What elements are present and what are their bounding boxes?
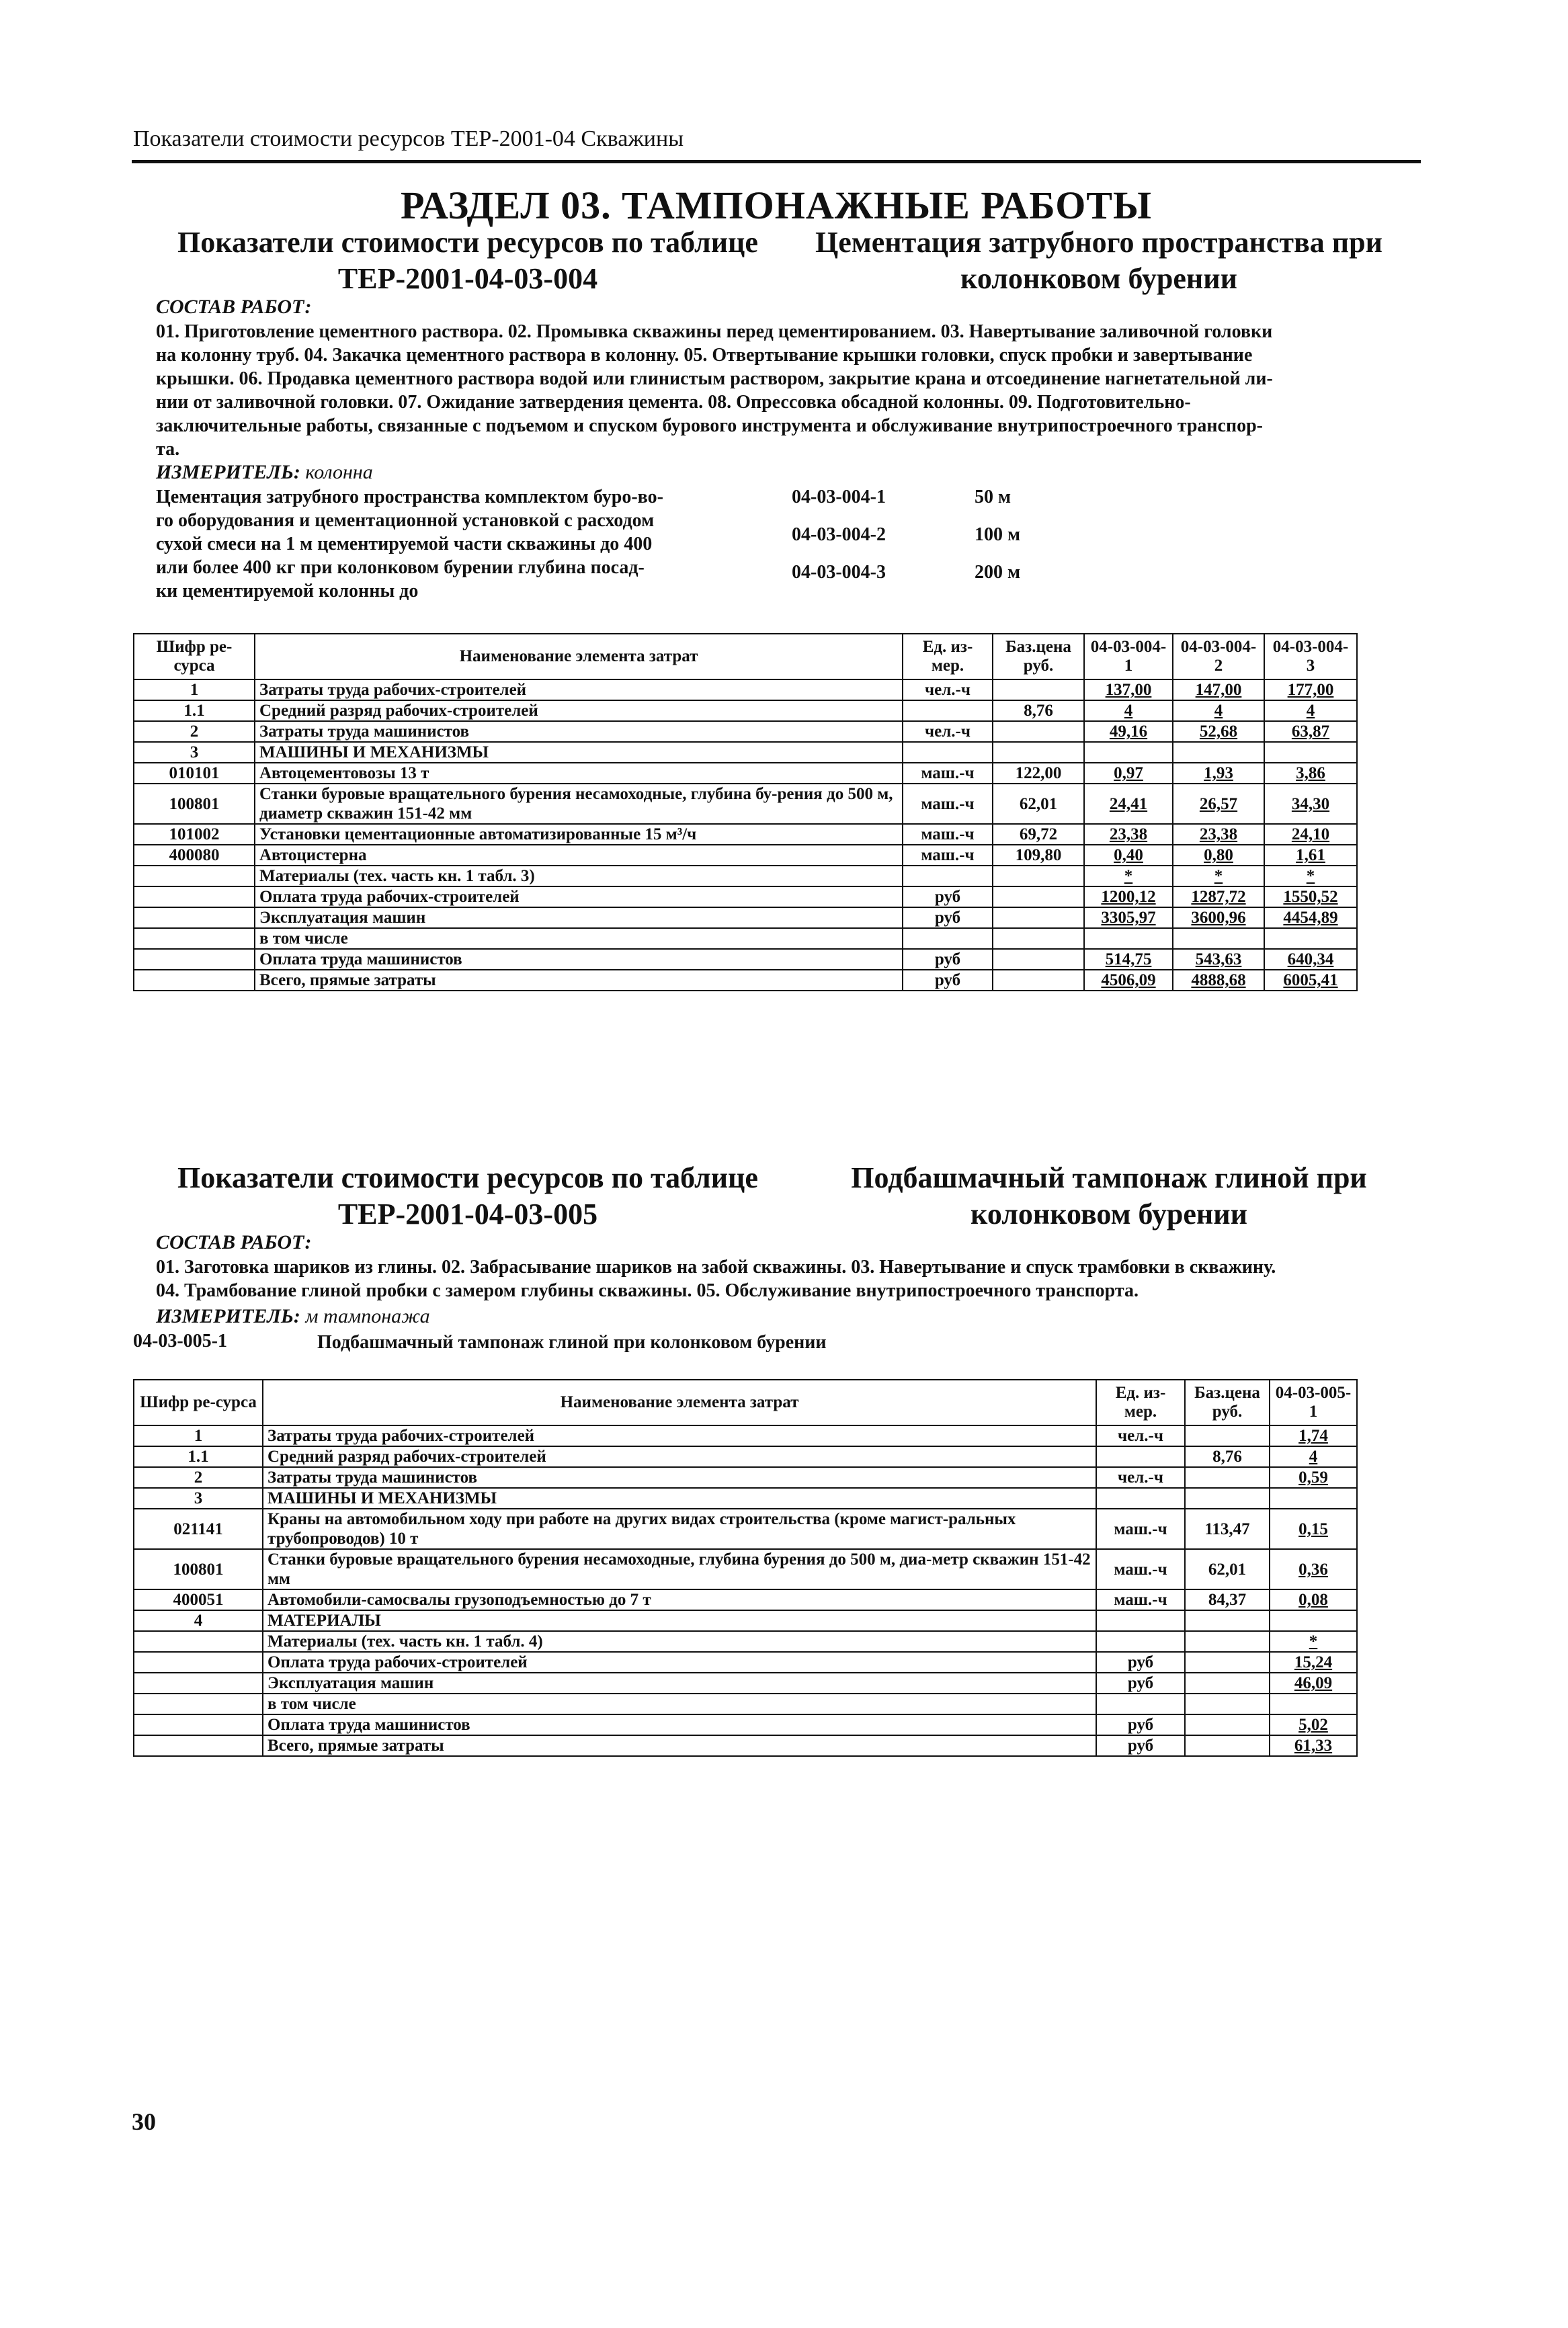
cell-value-1: 0,15: [1270, 1509, 1357, 1549]
section-title: РАЗДЕЛ 03. ТАМПОНАЖНЫЕ РАБОТЫ: [401, 183, 1152, 227]
cell-name: Оплата труда машинистов: [255, 949, 903, 970]
cell-price: [1185, 1488, 1270, 1509]
cell-value-1: 1200,12: [1084, 886, 1173, 907]
table-row: [134, 700, 1357, 721]
cell-code: 1: [134, 1425, 263, 1446]
cell-name: Всего, прямые затраты: [263, 1735, 1096, 1756]
cell-unit: чел.-ч: [1096, 1425, 1185, 1446]
meter-code: 04-03-004-2: [792, 524, 886, 545]
cell-name: МАШИНЫ И МЕХАНИЗМЫ: [263, 1488, 1096, 1509]
cell-name: в том числе: [263, 1694, 1096, 1714]
cell-value-1: [1270, 1610, 1357, 1631]
cell-unit: [903, 928, 993, 949]
cell-value-2: 0,80: [1173, 845, 1264, 866]
cell-price: [993, 742, 1084, 763]
cell-unit: [903, 742, 993, 763]
table2-title-right-line1: Подбашмачный тампонаж глиной при: [851, 1161, 1367, 1194]
cell-unit: [1096, 1694, 1185, 1714]
header-col1: 04-03-004-1: [1084, 634, 1173, 679]
cell-unit: [1096, 1488, 1185, 1509]
meter-desc-line: сухой смеси на 1 м цементируемой части скважины до 400: [156, 534, 653, 554]
table-row: [134, 1425, 1357, 1446]
cell-price: [993, 928, 1084, 949]
cell-value-3: *: [1264, 866, 1357, 886]
cell-name: Материалы (тех. часть кн. 1 табл. 4): [263, 1631, 1096, 1652]
table1-title-right-line2: колонковом бурении: [960, 262, 1237, 295]
meter-value: 200 м: [975, 562, 1021, 583]
cell-unit: [903, 700, 993, 721]
cell-name: Установки цементационные автоматизированные 15 м³/ч: [255, 824, 903, 845]
table1-body: [134, 679, 1357, 991]
cell-code: [134, 866, 255, 886]
cell-price: [1185, 1673, 1270, 1694]
cell-code: 010101: [134, 763, 255, 784]
cell-name: Затраты труда машинистов: [255, 721, 903, 742]
cell-value-1: [1084, 928, 1173, 949]
cell-value-1: 4: [1084, 700, 1173, 721]
cell-code: 400051: [134, 1589, 263, 1610]
table-row: [134, 1589, 1357, 1610]
table1-work-text: [156, 320, 1419, 461]
cell-value-1: 49,16: [1084, 721, 1173, 742]
cell-code: [134, 1714, 263, 1735]
cell-name: Автоцистерна: [255, 845, 903, 866]
table1-meter-values: [975, 487, 1082, 599]
table2-meter-code: 04-03-005-1: [133, 1331, 227, 1352]
cell-price: [1185, 1425, 1270, 1446]
cell-value-2: 147,00: [1173, 679, 1264, 700]
table1-meter-description: [156, 485, 747, 603]
header-price: Баз.цена руб.: [1185, 1380, 1270, 1425]
cell-unit: чел.-ч: [903, 721, 993, 742]
table-row: [134, 1673, 1357, 1694]
table1-title-right-line1: Цементация затрубного пространства при: [815, 226, 1383, 259]
work-line: 04. Трамбование глиной пробки с замером глубины скважины. 05. Обслуживание внутрипостроечного транспорта.: [156, 1280, 1139, 1301]
cell-value-1: 15,24: [1270, 1652, 1357, 1673]
table1-cost-table: [133, 633, 1358, 991]
cell-value-3: 1,61: [1264, 845, 1357, 866]
header-code: Шифр ре-сурса: [134, 634, 255, 679]
table-row: [134, 742, 1357, 763]
cell-code: [134, 1631, 263, 1652]
cell-code: [134, 949, 255, 970]
cell-value-1: 137,00: [1084, 679, 1173, 700]
table1-title-left-line1: Показатели стоимости ресурсов по таблице: [177, 226, 758, 259]
cell-price: [993, 907, 1084, 928]
cell-code: [134, 1673, 263, 1694]
cell-value-1: 4: [1270, 1446, 1357, 1467]
cell-code: [134, 1735, 263, 1756]
table-row: [134, 866, 1357, 886]
cell-value-2: 4: [1173, 700, 1264, 721]
cell-name: Краны на автомобильном ходу при работе на других видах строительства (кроме магист-ральных трубопроводов) 10 т: [263, 1509, 1096, 1549]
header-unit: Ед. из-мер.: [903, 634, 993, 679]
header-price: Баз.цена руб.: [993, 634, 1084, 679]
table-row: [134, 1467, 1357, 1488]
cell-value-2: 52,68: [1173, 721, 1264, 742]
cell-name: Затраты труда рабочих-строителей: [255, 679, 903, 700]
cell-unit: маш.-ч: [903, 763, 993, 784]
cell-price: 62,01: [1185, 1549, 1270, 1589]
cell-code: 1.1: [134, 700, 255, 721]
cell-unit: [903, 866, 993, 886]
cell-value-2: 1287,72: [1173, 886, 1264, 907]
header-name: Наименование элемента затрат: [255, 634, 903, 679]
cell-unit: руб: [903, 949, 993, 970]
cell-value-1: 3305,97: [1084, 907, 1173, 928]
cell-code: 1.1: [134, 1446, 263, 1467]
table1-title-left: [132, 224, 804, 297]
cell-unit: маш.-ч: [1096, 1549, 1185, 1589]
cell-code: 100801: [134, 1549, 263, 1589]
cell-price: [993, 679, 1084, 700]
cell-unit: маш.-ч: [1096, 1589, 1185, 1610]
cell-name: Оплата труда рабочих-строителей: [255, 886, 903, 907]
cell-code: 2: [134, 1467, 263, 1488]
cell-value-1: [1270, 1488, 1357, 1509]
table-row: [134, 928, 1357, 949]
cell-unit: руб: [1096, 1673, 1185, 1694]
cell-value-1: 23,38: [1084, 824, 1173, 845]
meter-code: 04-03-004-1: [792, 487, 886, 507]
cell-price: [1185, 1694, 1270, 1714]
table2-title-right-line2: колонковом бурении: [971, 1198, 1247, 1231]
table1-meter-caption: [156, 461, 373, 484]
cell-name: Всего, прямые затраты: [255, 970, 903, 991]
cell-value-3: 34,30: [1264, 784, 1357, 824]
cell-unit: руб: [903, 907, 993, 928]
cell-unit: [1096, 1631, 1185, 1652]
cell-price: 84,37: [1185, 1589, 1270, 1610]
cell-value-1: [1084, 742, 1173, 763]
cell-name: Станки буровые вращательного бурения несамоходные, глубина бурения до 500 м, диа-метр скважин 151-42 мм: [263, 1549, 1096, 1589]
cell-price: [1185, 1714, 1270, 1735]
cell-code: 400080: [134, 845, 255, 866]
cell-code: [134, 928, 255, 949]
cell-unit: маш.-ч: [903, 824, 993, 845]
cell-value-1: 0,97: [1084, 763, 1173, 784]
table2-meter-description: Подбашмачный тампонаж глиной при колонковом бурении: [317, 1332, 827, 1353]
cell-value-2: [1173, 928, 1264, 949]
table-row: [134, 721, 1357, 742]
work-line: 01. Заготовка шариков из глины. 02. Забрасывание шариков на забой скважины. 03. Навертывание и спуск трамбовки в скважину.: [156, 1257, 1276, 1278]
cell-value-2: 543,63: [1173, 949, 1264, 970]
table2-work-text: [156, 1255, 1419, 1302]
cell-value-3: 4454,89: [1264, 907, 1357, 928]
cell-price: [1185, 1610, 1270, 1631]
table-row: [134, 1694, 1357, 1714]
header-name: Наименование элемента затрат: [263, 1380, 1096, 1425]
cell-price: 62,01: [993, 784, 1084, 824]
table2-work-label: СОСТАВ РАБОТ:: [156, 1231, 312, 1253]
cell-name: Средний разряд рабочих-строителей: [255, 700, 903, 721]
cell-name: Оплата труда машинистов: [263, 1714, 1096, 1735]
work-line: крышки. 06. Продавка цементного раствора водой или глинистым раствором, закрытие крана и отсоединение нагнетательной ли-: [156, 368, 1273, 389]
table1-work-label: СОСТАВ РАБОТ:: [156, 296, 312, 318]
header-unit: Ед. из-мер.: [1096, 1380, 1185, 1425]
cell-price: 8,76: [993, 700, 1084, 721]
cell-value-2: 23,38: [1173, 824, 1264, 845]
work-line: на колонну труб. 04. Закачка цементного раствора в колонну. 05. Отвертывание крышки головки, спуск пробки и завертывание: [156, 345, 1253, 366]
cell-value-1: 0,36: [1270, 1549, 1357, 1589]
cell-name: Автоцементовозы 13 т: [255, 763, 903, 784]
cell-value-1: 4506,09: [1084, 970, 1173, 991]
running-header: Показатели стоимости ресурсов ТЕР-2001-04 Скважины: [133, 126, 684, 151]
cell-value-1: [1270, 1694, 1357, 1714]
cell-name: Средний разряд рабочих-строителей: [263, 1446, 1096, 1467]
work-line: нии от заливочной головки. 07. Ожидание затвердения цемента. 08. Опрессовка обсадной колонны. 09. Подготовительно-: [156, 392, 1191, 413]
table2-body: [134, 1425, 1357, 1756]
cell-name: Материалы (тех. часть кн. 1 табл. 3): [255, 866, 903, 886]
table2-meter-caption: [156, 1305, 430, 1328]
meter-desc-line: го оборудования и цементационной установкой с расходом: [156, 510, 655, 531]
header-rule: [132, 160, 1421, 163]
cell-value-2: 1,93: [1173, 763, 1264, 784]
meter-desc-line: ки цементируемой колонны до: [156, 581, 419, 601]
cell-value-3: 24,10: [1264, 824, 1357, 845]
cell-value-1: 24,41: [1084, 784, 1173, 824]
cell-price: [1185, 1631, 1270, 1652]
table2-title-right: [786, 1160, 1432, 1233]
cell-code: [134, 907, 255, 928]
cell-unit: чел.-ч: [903, 679, 993, 700]
cell-code: [134, 886, 255, 907]
cell-unit: чел.-ч: [1096, 1467, 1185, 1488]
table-row: [134, 763, 1357, 784]
cell-value-2: *: [1173, 866, 1264, 886]
table2-title-left: [132, 1160, 804, 1233]
cell-value-2: [1173, 742, 1264, 763]
table2-title-left-line1: Показатели стоимости ресурсов по таблице: [177, 1161, 758, 1194]
table1-meter-label: ИЗМЕРИТЕЛЬ:: [156, 461, 300, 483]
cell-price: [1185, 1652, 1270, 1673]
cell-unit: маш.-ч: [1096, 1509, 1185, 1549]
cell-value-1: 514,75: [1084, 949, 1173, 970]
cell-value-1: 0,08: [1270, 1589, 1357, 1610]
cell-name: Оплата труда рабочих-строителей: [263, 1652, 1096, 1673]
header-code: Шифр ре-сурса: [134, 1380, 263, 1425]
cell-name: Затраты труда рабочих-строителей: [263, 1425, 1096, 1446]
table-row: [134, 1509, 1357, 1549]
cell-value-3: 1550,52: [1264, 886, 1357, 907]
cell-name: в том числе: [255, 928, 903, 949]
cell-code: 101002: [134, 824, 255, 845]
cell-unit: руб: [903, 886, 993, 907]
table1-meter-unit: колонна: [305, 461, 373, 483]
cell-value-2: 26,57: [1173, 784, 1264, 824]
cell-unit: руб: [1096, 1735, 1185, 1756]
table1-meter-codes: [792, 487, 953, 599]
cell-name: Автомобили-самосвалы грузоподъемностью до 7 т: [263, 1589, 1096, 1610]
cell-value-2: 4888,68: [1173, 970, 1264, 991]
cell-price: 109,80: [993, 845, 1084, 866]
cell-name: Затраты труда машинистов: [263, 1467, 1096, 1488]
header-col2: 04-03-004-2: [1173, 634, 1264, 679]
table2-meter-unit: м тампонажа: [305, 1305, 430, 1327]
table2-title-left-line2: ТЕР-2001-04-03-005: [337, 1198, 598, 1231]
cell-value-3: 6005,41: [1264, 970, 1357, 991]
cell-price: [993, 949, 1084, 970]
cell-unit: маш.-ч: [903, 845, 993, 866]
table-row: [134, 907, 1357, 928]
cell-value-3: 177,00: [1264, 679, 1357, 700]
work-line: 01. Приготовление цементного раствора. 02. Промывка скважины перед цементированием. 03. Навертывание заливочной головки: [156, 321, 1273, 342]
table-row: [134, 845, 1357, 866]
cell-code: [134, 1652, 263, 1673]
table-row: [134, 1549, 1357, 1589]
cell-price: 122,00: [993, 763, 1084, 784]
cell-price: [993, 721, 1084, 742]
cell-code: 4: [134, 1610, 263, 1631]
cell-code: 3: [134, 1488, 263, 1509]
cell-value-1: 1,74: [1270, 1425, 1357, 1446]
table-row: [134, 886, 1357, 907]
cell-price: [1185, 1735, 1270, 1756]
cell-price: 8,76: [1185, 1446, 1270, 1467]
table-row: [134, 949, 1357, 970]
table-row: [134, 824, 1357, 845]
table1-title-left-line2: ТЕР-2001-04-03-004: [337, 262, 598, 295]
cell-value-3: 63,87: [1264, 721, 1357, 742]
table-row: [134, 1735, 1357, 1756]
meter-desc-line: или более 400 кг при колонковом бурении глубина посад-: [156, 557, 645, 578]
cell-value-3: 3,86: [1264, 763, 1357, 784]
cell-unit: маш.-ч: [903, 784, 993, 824]
meter-code: 04-03-004-3: [792, 562, 886, 583]
cell-code: [134, 970, 255, 991]
cell-price: 113,47: [1185, 1509, 1270, 1549]
cell-code: [134, 1694, 263, 1714]
table2-cost-table: [133, 1379, 1358, 1757]
cell-price: [993, 866, 1084, 886]
table1-title-right: [786, 224, 1411, 297]
cell-value-3: [1264, 742, 1357, 763]
header-col3: 04-03-004-3: [1264, 634, 1357, 679]
cell-code: 100801: [134, 784, 255, 824]
work-line: заключительные работы, связанные с подъемом и спуском бурового инструмента и обслуживание внутрипостроечного транспор-: [156, 415, 1263, 436]
cell-price: [1185, 1467, 1270, 1488]
meter-value: 50 м: [975, 487, 1012, 507]
header-col1: 04-03-005-1: [1270, 1380, 1357, 1425]
cell-unit: [1096, 1610, 1185, 1631]
table-row: [134, 970, 1357, 991]
cell-name: МАШИНЫ И МЕХАНИЗМЫ: [255, 742, 903, 763]
cell-code: 1: [134, 679, 255, 700]
cell-code: 2: [134, 721, 255, 742]
page-number: 30: [132, 2108, 156, 2135]
table-row: [134, 1652, 1357, 1673]
table-row: [134, 1610, 1357, 1631]
cell-value-1: 46,09: [1270, 1673, 1357, 1694]
cell-value-1: *: [1270, 1631, 1357, 1652]
cell-value-1: 61,33: [1270, 1735, 1357, 1756]
work-line: та.: [156, 439, 180, 460]
cell-value-1: 0,40: [1084, 845, 1173, 866]
cell-unit: руб: [903, 970, 993, 991]
meter-value: 100 м: [975, 524, 1021, 545]
cell-value-3: 640,34: [1264, 949, 1357, 970]
cell-price: 69,72: [993, 824, 1084, 845]
cell-value-2: 3600,96: [1173, 907, 1264, 928]
cell-value-3: 4: [1264, 700, 1357, 721]
meter-desc-line: Цементация затрубного пространства комплектом буро-во-: [156, 487, 663, 507]
cell-name: МАТЕРИАЛЫ: [263, 1610, 1096, 1631]
table-row: [134, 679, 1357, 700]
cell-value-3: [1264, 928, 1357, 949]
table-row: [134, 1631, 1357, 1652]
table-row: [134, 1488, 1357, 1509]
table2-meter-label: ИЗМЕРИТЕЛЬ:: [156, 1305, 300, 1327]
cell-name: Станки буровые вращательного бурения несамоходные, глубина бу-рения до 500 м, диаметр скважин 151-42 мм: [255, 784, 903, 824]
cell-name: Эксплуатация машин: [263, 1673, 1096, 1694]
cell-code: 3: [134, 742, 255, 763]
cell-value-1: *: [1084, 866, 1173, 886]
cell-code: 021141: [134, 1509, 263, 1549]
table-row: [134, 1446, 1357, 1467]
cell-unit: руб: [1096, 1652, 1185, 1673]
cell-price: [993, 970, 1084, 991]
cell-unit: руб: [1096, 1714, 1185, 1735]
cell-name: Эксплуатация машин: [255, 907, 903, 928]
table-row: [134, 1714, 1357, 1735]
cell-unit: [1096, 1446, 1185, 1467]
table-row: [134, 784, 1357, 824]
cell-price: [993, 886, 1084, 907]
cell-value-1: 0,59: [1270, 1467, 1357, 1488]
cell-value-1: 5,02: [1270, 1714, 1357, 1735]
